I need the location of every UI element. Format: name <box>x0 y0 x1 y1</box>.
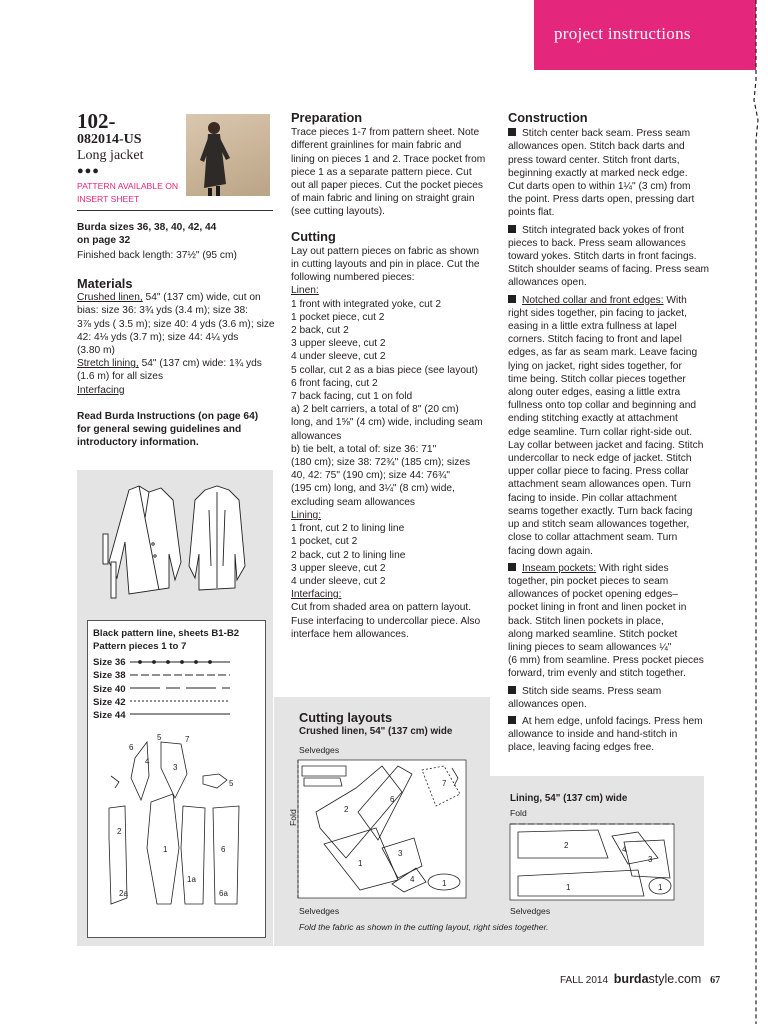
construction-line <box>508 167 718 180</box>
materials-section <box>77 277 277 449</box>
construction-text: along marked seamline. Stitch pocket <box>508 628 678 640</box>
svg-text:3: 3 <box>648 855 653 864</box>
construction-line <box>508 373 718 386</box>
svg-text:5: 5 <box>157 733 162 742</box>
svg-text:1: 1 <box>163 845 168 854</box>
construction-text: place, leaving facing edges free. <box>508 742 655 754</box>
construction-line <box>508 545 718 558</box>
selvedges-label-bottom-a: Selvedges <box>299 906 340 916</box>
construction-section <box>508 111 718 759</box>
materials-item-detail: (1.6 m) for all sizes <box>77 371 164 383</box>
construction-text: undercollar to neck edge of jacket. Stitch <box>508 453 692 465</box>
lining-layout-label: Lining, 54" (137 cm) wide <box>510 793 628 804</box>
construction-text: At hem edge, unfold facings. Press hem <box>522 715 703 727</box>
cutting-line: interface hem allowances. <box>291 628 409 640</box>
construction-text: corners. Stitch facing to front and lapel <box>508 334 682 346</box>
construction-text: toward yokes. Stitch darts in front facings. <box>508 251 697 263</box>
construction-text: (6 mm) from seamline. Press pocket pieces <box>508 655 704 667</box>
construction-text: With right sides <box>596 562 669 574</box>
construction-line <box>508 715 718 728</box>
size-label: Size 40 <box>93 683 126 695</box>
svg-text:1: 1 <box>442 879 447 888</box>
sizes-line: Burda sizes 36, 38, 40, 42, 44 <box>77 222 217 233</box>
model-figure <box>186 114 270 196</box>
section-banner <box>534 0 756 70</box>
construction-text: edges, as far as seam mark. Leave facing <box>508 347 698 359</box>
difficulty-dots: ●●● <box>77 165 100 177</box>
construction-text: pocket lining in front and linen pocket in <box>508 602 687 614</box>
cutting-line: allowances <box>291 430 342 442</box>
bullet-square-icon <box>508 128 516 136</box>
construction-line <box>508 140 718 153</box>
footer <box>560 972 720 986</box>
svg-text:7: 7 <box>185 735 190 744</box>
cutting-line: Cut from shaded area on pattern layout. <box>291 602 472 614</box>
footer-brand-rest: style.com <box>648 972 702 986</box>
construction-text: facing down again. <box>508 545 593 557</box>
size-legend <box>93 656 126 722</box>
size-label: Size 38 <box>93 670 126 682</box>
sizes-line: on page 32 <box>77 235 131 247</box>
construction-text: seams together exactly. Turn back facing <box>508 505 693 517</box>
construction-text: Stitch center back seam. Press seam <box>522 128 691 140</box>
construction-line <box>508 575 718 588</box>
size-label: Size 36 <box>93 657 126 668</box>
read-line: introductory information. <box>77 437 199 449</box>
cutting-line: in cutting layouts and pin in place. Cut the <box>291 259 480 271</box>
footer-brand-bold: burda <box>613 972 649 986</box>
cutting-line: 2 back, cut 2 <box>291 325 349 337</box>
cutting-subheading: Linen: <box>291 285 319 297</box>
construction-text: press toward center. Stitch front darts, <box>508 154 680 166</box>
construction-text: back. Stitch linen pockets in place, <box>508 615 664 627</box>
read-line: Read Burda Instructions (on page 64) <box>77 410 259 422</box>
preparation-line: out all paper pieces. Cut the pocket pieces <box>291 180 483 192</box>
construction-text: Lay collar between jacket and facing. Stitch <box>508 439 704 451</box>
preparation-line: different grainlines for main fabric and <box>291 140 462 152</box>
preparation-line: lining on pieces 1 and 2. Trace pocket from <box>291 153 486 165</box>
construction-line <box>508 386 718 399</box>
construction-text: lining pieces to seam allowances ¼" <box>508 641 672 653</box>
construction-line <box>508 667 718 680</box>
construction-step <box>508 294 718 558</box>
bullet-square-icon <box>508 225 516 233</box>
cutting-layouts-title <box>299 710 452 737</box>
construction-line <box>508 237 718 250</box>
preparation-heading: Preparation <box>291 110 363 125</box>
construction-line <box>508 465 718 478</box>
construction-text: up and stitch seam allowances together, <box>508 519 690 531</box>
construction-line <box>508 263 718 276</box>
cutting-heading: Cutting <box>291 228 336 244</box>
construction-line <box>508 426 718 439</box>
cutting-layouts-heading: Cutting layouts <box>299 710 393 725</box>
svg-text:2: 2 <box>564 841 569 850</box>
materials-item-detail: bias: size 36: 3¾ yds (3.4 m); size 38: <box>77 305 248 317</box>
footer-season: FALL 2014 <box>560 975 609 986</box>
legend-title-line: Black pattern line, sheets B1-B2 <box>93 628 240 639</box>
construction-text: the point. Press darts open, pressing dart <box>508 194 695 206</box>
back-length: Finished back length: 37½" (95 cm) <box>77 250 237 262</box>
bullet-square-icon <box>508 716 516 724</box>
availability-line: PATTERN AVAILABLE ON <box>77 181 179 191</box>
bullet-square-icon <box>508 295 516 303</box>
construction-line <box>508 478 718 491</box>
pattern-name: Long jacket <box>77 148 144 163</box>
sizes-block <box>77 221 273 263</box>
cutting-line: 6 front facing, cut 2 <box>291 377 378 389</box>
step-lead: Notched collar and front edges: <box>522 294 664 306</box>
construction-line <box>508 224 718 237</box>
fold-label-left: Fold <box>288 809 298 826</box>
construction-line <box>508 127 718 140</box>
perforation-edge <box>744 0 768 1024</box>
svg-text:1: 1 <box>566 883 571 892</box>
pattern-code: 082014-US <box>77 132 142 147</box>
construction-line <box>508 531 718 544</box>
materials-item-name: Crushed linen, <box>77 292 143 304</box>
size-line-samples <box>130 656 234 722</box>
materials-line <box>77 384 277 397</box>
construction-line <box>508 615 718 628</box>
cutting-line: a) 2 belt carriers, a total of 8" (20 cm) <box>291 404 459 416</box>
materials-item-detail: 3⅞ yds ( 3.5 m); size 40: 4 yds (3.6 m); size <box>77 318 275 330</box>
construction-line <box>508 728 718 741</box>
page-number: 67 <box>710 975 721 986</box>
linen-layout-label: Crushed linen, 54" (137 cm) wide <box>299 726 453 737</box>
construction-line <box>508 628 718 641</box>
divider <box>77 210 273 211</box>
construction-line <box>508 154 718 167</box>
svg-text:7: 7 <box>442 779 447 788</box>
preparation-text <box>291 126 496 218</box>
construction-text: Stitch side seams. Press seam <box>522 685 662 697</box>
construction-text: facing to inside. Pin collar attachment <box>508 492 677 504</box>
materials-item-detail: 54" (137 cm) wide: 1¾ yds <box>138 358 262 370</box>
svg-text:4: 4 <box>410 875 415 884</box>
construction-text: fullness onto top collar and beginning and <box>508 400 697 412</box>
cutting-line: 4 under sleeve, cut 2 <box>291 351 386 363</box>
step-lead: Inseam pockets: <box>522 562 597 574</box>
materials-line <box>77 331 277 344</box>
construction-line <box>508 193 718 206</box>
banner-title: project instructions <box>554 24 691 43</box>
cutting-line: Fuse interfacing to undercollar piece. Also <box>291 615 481 627</box>
cutting-line: 1 pocket piece, cut 2 <box>291 311 385 323</box>
bullet-square-icon <box>508 686 516 694</box>
construction-text: allowances open. Stitch back darts and <box>508 141 685 153</box>
construction-text: Stitch integrated back yokes of front <box>522 224 684 236</box>
pattern-header <box>77 110 178 205</box>
bullet-square-icon <box>508 563 516 571</box>
construction-text: allowances open. <box>508 698 587 710</box>
construction-line <box>508 452 718 465</box>
cutting-line: long, and 1⅝" (4 cm) wide, including seam <box>291 417 483 429</box>
construction-line <box>508 412 718 425</box>
construction-text: allowance to inside and hand-stitch in <box>508 729 678 741</box>
svg-text:1a: 1a <box>187 875 196 884</box>
construction-step <box>508 715 718 755</box>
materials-item-detail: 42: 4⅛ yds (3.7 m); size 44: 4¼ yds <box>77 331 239 343</box>
cutting-line: 3 upper sleeve, cut 2 <box>291 338 386 350</box>
construction-line <box>508 588 718 601</box>
construction-text: together, pin pocket pieces to seam <box>508 575 669 587</box>
lining-cutting-layout <box>508 818 678 904</box>
construction-step <box>508 562 718 681</box>
construction-text: close to collar attachment seam. Turn <box>508 532 678 544</box>
construction-text: points flat. <box>508 207 555 219</box>
fold-instruction-note: Fold the fabric as shown in the cutting layout, right sides together. <box>299 922 549 932</box>
svg-text:2: 2 <box>117 827 122 836</box>
construction-text: time being. Stitch collar pieces together <box>508 373 686 385</box>
materials-item-detail: 54" (137 cm) wide, cut on <box>142 292 261 304</box>
cutting-subheading: Lining: <box>291 509 322 521</box>
materials-item-name: Stretch lining, <box>77 358 139 370</box>
svg-text:6a: 6a <box>219 889 228 898</box>
materials-line <box>77 370 277 383</box>
construction-text: allowances open. <box>508 277 587 289</box>
size-label: Size 44 <box>93 710 126 722</box>
cutting-line: 1 pocket, cut 2 <box>291 536 358 548</box>
cutting-line: 7 back facing, cut 1 on fold <box>291 391 413 403</box>
model-photo <box>186 114 270 196</box>
read-line: for general sewing guidelines and <box>77 424 242 436</box>
cutting-line: (180 cm); size 38: 72¾" (185 cm); sizes <box>291 457 471 469</box>
construction-text: attachment seam allowances open. Turn <box>508 479 691 491</box>
cutting-subheading: Interfacing: <box>291 589 342 601</box>
size-label: Size 42 <box>93 696 126 708</box>
construction-line <box>508 180 718 193</box>
cutting-line: following numbered pieces: <box>291 272 415 284</box>
construction-line <box>508 346 718 359</box>
preparation-line: of main fabric and lining on straight grain <box>291 193 475 205</box>
cutting-line: 40, 42: 75" (190 cm); size 44: 76¾" <box>291 470 451 482</box>
availability-line: INSERT SHEET <box>77 193 140 204</box>
construction-step <box>508 224 718 290</box>
cutting-text <box>291 245 496 641</box>
read-instructions <box>77 410 277 450</box>
construction-line <box>508 505 718 518</box>
materials-heading: Materials <box>77 276 133 291</box>
materials-line <box>77 344 277 357</box>
construction-line <box>508 250 718 263</box>
construction-line <box>508 562 718 575</box>
construction-text: ending stitching exactly at attachment <box>508 413 678 425</box>
construction-text: beginning exactly at marked neck edge. <box>508 167 688 179</box>
construction-line <box>508 492 718 505</box>
construction-line <box>508 654 718 667</box>
preparation-section <box>291 111 496 641</box>
construction-text: along outer edges, easing a little extra <box>508 387 681 399</box>
construction-line <box>508 276 718 289</box>
svg-text:4: 4 <box>145 757 150 766</box>
materials-line <box>77 291 277 304</box>
construction-line <box>508 439 718 452</box>
preparation-line: piece 1 as a separate pattern piece. Cut <box>291 166 472 178</box>
construction-line <box>508 518 718 531</box>
cutting-line: b) tie belt, a total of: size 36: 71" <box>291 443 437 455</box>
construction-text: upper collar piece to facing. Press collar <box>508 466 689 478</box>
svg-text:5: 5 <box>229 779 234 788</box>
construction-text: allowances of pocket opening edges– <box>508 589 678 601</box>
construction-text: forward, trim evenly and stitch together. <box>508 668 686 680</box>
construction-line <box>508 294 718 307</box>
construction-line <box>508 399 718 412</box>
construction-text: edge seamline. Turn collar right-side out. <box>508 426 693 438</box>
materials-item-detail: (3.80 m) <box>77 345 115 357</box>
svg-text:1: 1 <box>358 859 363 868</box>
svg-text:6: 6 <box>221 845 226 854</box>
materials-lines <box>77 291 277 397</box>
construction-line <box>508 360 718 373</box>
construction-line <box>508 641 718 654</box>
svg-text:2: 2 <box>344 805 349 814</box>
cutting-line: 1 front with integrated yoke, cut 2 <box>291 298 442 310</box>
construction-line <box>508 206 718 219</box>
preparation-line: Trace pieces 1-7 from pattern sheet. Note <box>291 127 480 139</box>
construction-steps <box>508 127 718 754</box>
materials-item-name: Interfacing <box>77 384 125 396</box>
svg-text:1: 1 <box>658 883 663 892</box>
cutting-line: Lay out pattern pieces on fabric as shown <box>291 245 480 257</box>
materials-line <box>77 318 277 331</box>
construction-heading: Construction <box>508 110 588 125</box>
svg-text:3: 3 <box>173 763 178 772</box>
construction-line <box>508 685 718 698</box>
selvedges-label-top: Selvedges <box>299 745 340 755</box>
svg-text:3: 3 <box>398 849 403 858</box>
cutting-line: 3 upper sleeve, cut 2 <box>291 562 386 574</box>
construction-line <box>508 741 718 754</box>
availability-note <box>77 180 178 205</box>
construction-text: right sides together, pin facing to jacket, <box>508 307 687 319</box>
construction-line <box>508 698 718 711</box>
svg-text:4: 4 <box>622 845 627 854</box>
construction-step <box>508 685 718 711</box>
legend-title-line: Pattern pieces 1 to 7 <box>93 640 187 652</box>
svg-text:6: 6 <box>129 743 134 752</box>
construction-text: Stitch shoulder seams of facing. Press seam <box>508 264 710 276</box>
pattern-pieces-diagram <box>87 728 264 934</box>
cutting-line: 1 front, cut 2 to lining line <box>291 523 405 535</box>
construction-text: easing in a little extra fullness at lapel <box>508 321 677 333</box>
cutting-line: 4 under sleeve, cut 2 <box>291 575 386 587</box>
fold-label-right: Fold <box>510 808 527 818</box>
svg-text:2a: 2a <box>119 889 128 898</box>
cutting-line: 2 back, cut 2 to lining line <box>291 549 406 561</box>
construction-text: With <box>663 294 687 306</box>
materials-line <box>77 304 277 317</box>
selvedges-label-bottom-b: Selvedges <box>510 906 551 916</box>
cutting-line: 5 collar, cut 2 as a bias piece (see layout) <box>291 364 478 376</box>
construction-line <box>508 333 718 346</box>
pattern-number: 102- <box>77 109 116 133</box>
preparation-line: (see cutting layouts). <box>291 206 385 218</box>
construction-text: lying on jacket, right sides together, for <box>508 360 682 372</box>
legend-title <box>93 628 239 653</box>
construction-line <box>508 307 718 320</box>
construction-step <box>508 127 718 219</box>
linen-cutting-layout <box>286 756 470 904</box>
svg-text:6: 6 <box>390 795 395 804</box>
materials-line <box>77 357 277 370</box>
cutting-line: excluding seam allowances <box>291 496 416 508</box>
construction-text: Cut darts open to within 1¼" (3 cm) from <box>508 181 691 193</box>
construction-text: pieces to back. Press seam allowances <box>508 237 686 249</box>
construction-line <box>508 601 718 614</box>
cutting-line: (195 cm) long, and 3¼" (8 cm) wide, <box>291 483 455 495</box>
construction-line <box>508 320 718 333</box>
